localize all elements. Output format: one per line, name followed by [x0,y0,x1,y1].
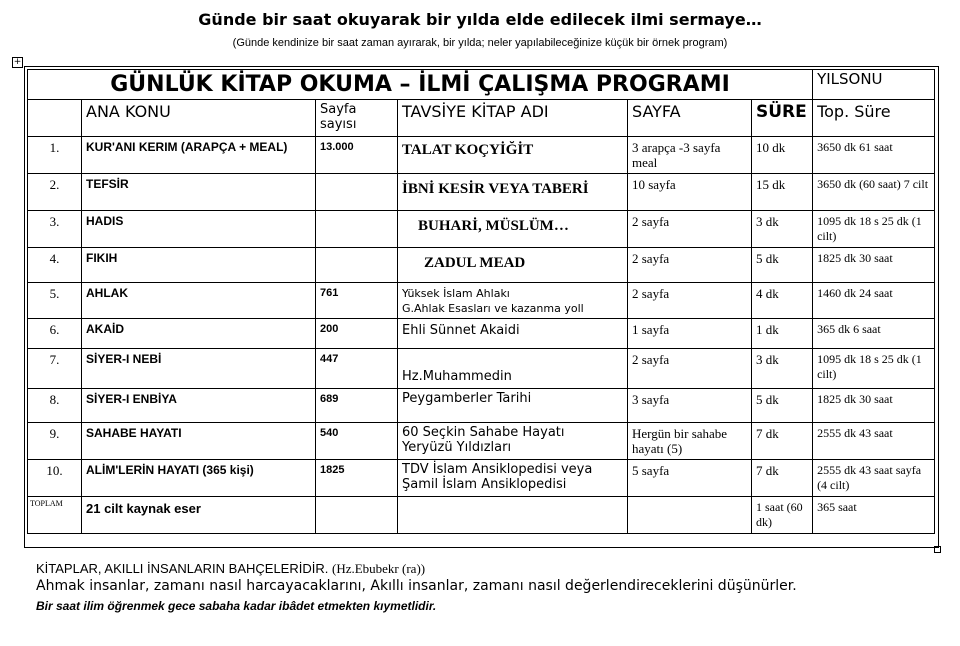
row-total: 1095 dk 18 s 25 dk (1 cilt) [813,211,935,248]
row-pages: 3 arapça -3 sayfa meal [628,137,752,174]
row-duration: 3 dk [752,211,813,248]
row-number: 5. [28,283,82,319]
row-topic: AHLAK [82,283,316,319]
row-topic: TEFSİR [82,174,316,211]
total-hours: 365 saat [813,497,935,534]
row-total: 1460 dk 24 saat [813,283,935,319]
row-book [398,283,628,319]
row-book-line: Yeryüzü Yıldızları [402,440,512,455]
document-title: Günde bir saat okuyarak bir yılda elde edilecek ilmi sermaye… [198,10,762,29]
row-number: 1. [28,137,82,174]
col-topic: ANA KONU [82,100,316,137]
row-page-count: 13.000 [316,137,398,174]
row-page-count: 689 [316,389,398,423]
row-topic: SAHABE HAYATI [82,423,316,460]
row-book-line: G.Ahlak Esasları ve kazanma yoll [402,302,584,315]
row-total: 3650 dk (60 saat) 7 cilt [813,174,935,211]
total-blank-cell [316,497,398,534]
row-total: 1825 dk 30 saat [813,248,935,283]
row-number: 4. [28,248,82,283]
row-page-count: 540 [316,423,398,460]
row-total: 3650 dk 61 saat [813,137,935,174]
total-duration: 1 saat (60 dk) [752,497,813,534]
table-row [28,319,935,349]
row-book [398,460,628,497]
row-duration: 1 dk [752,319,813,349]
row-total: 2555 dk 43 saat [813,423,935,460]
row-page-count: 1825 [316,460,398,497]
table-title-row [28,70,935,100]
row-book: ZADUL MEAD [398,248,628,283]
total-row [28,497,935,534]
row-book-line: 60 Seçkin Sahabe Hayatı [402,425,565,440]
row-page-count: 200 [316,319,398,349]
col-pages-count: Sayfa sayısı [316,100,398,137]
row-page-count [316,174,398,211]
row-book: İBNİ KESİR VEYA TABERİ [398,174,628,211]
row-number: 8. [28,389,82,423]
yearend-label: YILSONU [813,70,935,100]
col-duration: SÜRE [752,100,813,137]
document-subtitle: (Günde kendinize bir saat zaman ayırarak, bir yılda; neler yapılabileceğinize küçük bir örnek program) [232,37,728,49]
row-total: 365 dk 6 saat [813,319,935,349]
footer-quote-text: KİTAPLAR, AKILLI İNSANLARIN BAHÇELERİDİR. [36,561,329,576]
table-title: GÜNLÜK KİTAP OKUMA – İLMİ ÇALIŞMA PROGRAMI [28,70,813,100]
column-header-row [28,100,935,137]
table-row [28,211,935,248]
table-row [28,174,935,211]
row-page-count [316,211,398,248]
table-row [28,423,935,460]
row-page-count: 447 [316,349,398,389]
table-resize-handle[interactable] [934,546,941,553]
footer-line-2: Ahmak insanlar, zamanı nasıl harcayacaklarını, Akıllı insanlar, zamanı nasıl değerlendireceklerini düşünürler. [36,578,797,594]
row-number: 3. [28,211,82,248]
col-book: TAVSİYE KİTAP ADI [398,100,628,137]
row-duration: 7 dk [752,423,813,460]
table-move-handle-icon[interactable]: + [13,57,22,67]
row-pages: 3 sayfa [628,389,752,423]
col-pages: SAYFA [628,100,752,137]
row-number: 6. [28,319,82,349]
footer-line-3: Bir saat ilim öğrenmek gece sabaha kadar ibâdet etmekten kıymetlidir. [36,599,437,613]
row-pages: 5 sayfa [628,460,752,497]
row-duration: 7 dk [752,460,813,497]
row-topic: FIKIH [82,248,316,283]
row-topic: SİYER-I ENBİYA [82,389,316,423]
total-blank-cell [628,497,752,534]
row-duration: 5 dk [752,389,813,423]
row-book: BUHARİ, MÜSLÜM… [398,211,628,248]
row-topic: AKAİD [82,319,316,349]
row-total: 1095 dk 18 s 25 dk (1 cilt) [813,349,935,389]
row-pages: 2 sayfa [628,248,752,283]
row-number: 10. [28,460,82,497]
total-label: TOPLAM [28,497,82,534]
row-book: Hz.Muhammedin [398,349,628,389]
row-pages: 1 sayfa [628,319,752,349]
total-blank-cell [398,497,628,534]
row-book: Ehli Sünnet Akaidi [398,319,628,349]
row-pages: Hergün bir sahabe hayatı (5) [628,423,752,460]
row-book: Peygamberler Tarihi [398,389,628,423]
table-row [28,283,935,319]
row-duration: 15 dk [752,174,813,211]
table-row [28,137,935,174]
table-row [28,248,935,283]
row-topic: HADIS [82,211,316,248]
row-pages: 2 sayfa [628,349,752,389]
row-number: 2. [28,174,82,211]
row-page-count [316,248,398,283]
col-total: Top. Süre [813,100,935,137]
row-duration: 3 dk [752,349,813,389]
total-text: 21 cilt kaynak eser [82,497,316,534]
table-row [28,389,935,423]
row-book: TALAT KOÇYİĞİT [398,137,628,174]
row-duration: 5 dk [752,248,813,283]
row-total: 2555 dk 43 saat sayfa (4 cilt) [813,460,935,497]
row-duration: 10 dk [752,137,813,174]
row-book-line: Yüksek İslam Ahlakı [402,287,510,300]
row-number: 7. [28,349,82,389]
program-table [27,69,935,534]
table-row [28,460,935,497]
row-total: 1825 dk 30 saat [813,389,935,423]
table-row [28,349,935,389]
row-topic: SİYER-I NEBİ [82,349,316,389]
row-pages: 2 sayfa [628,211,752,248]
row-book [398,423,628,460]
row-book-line: Şamil İslam Ansiklopedisi [402,477,567,492]
row-number: 9. [28,423,82,460]
row-pages: 10 sayfa [628,174,752,211]
row-duration: 4 dk [752,283,813,319]
row-page-count: 761 [316,283,398,319]
row-topic: ALİM'LERİN HAYATI (365 kişi) [82,460,316,497]
footer-quote [36,561,425,577]
row-pages: 2 sayfa [628,283,752,319]
row-topic: KUR'ANI KERIM (ARAPÇA + MEAL) [82,137,316,174]
row-book-line: TDV İslam Ansiklopedisi veya [402,462,593,477]
footer-quote-source: (Hz.Ebubekr (ra)) [331,561,426,576]
header-blank-cell [28,100,82,137]
